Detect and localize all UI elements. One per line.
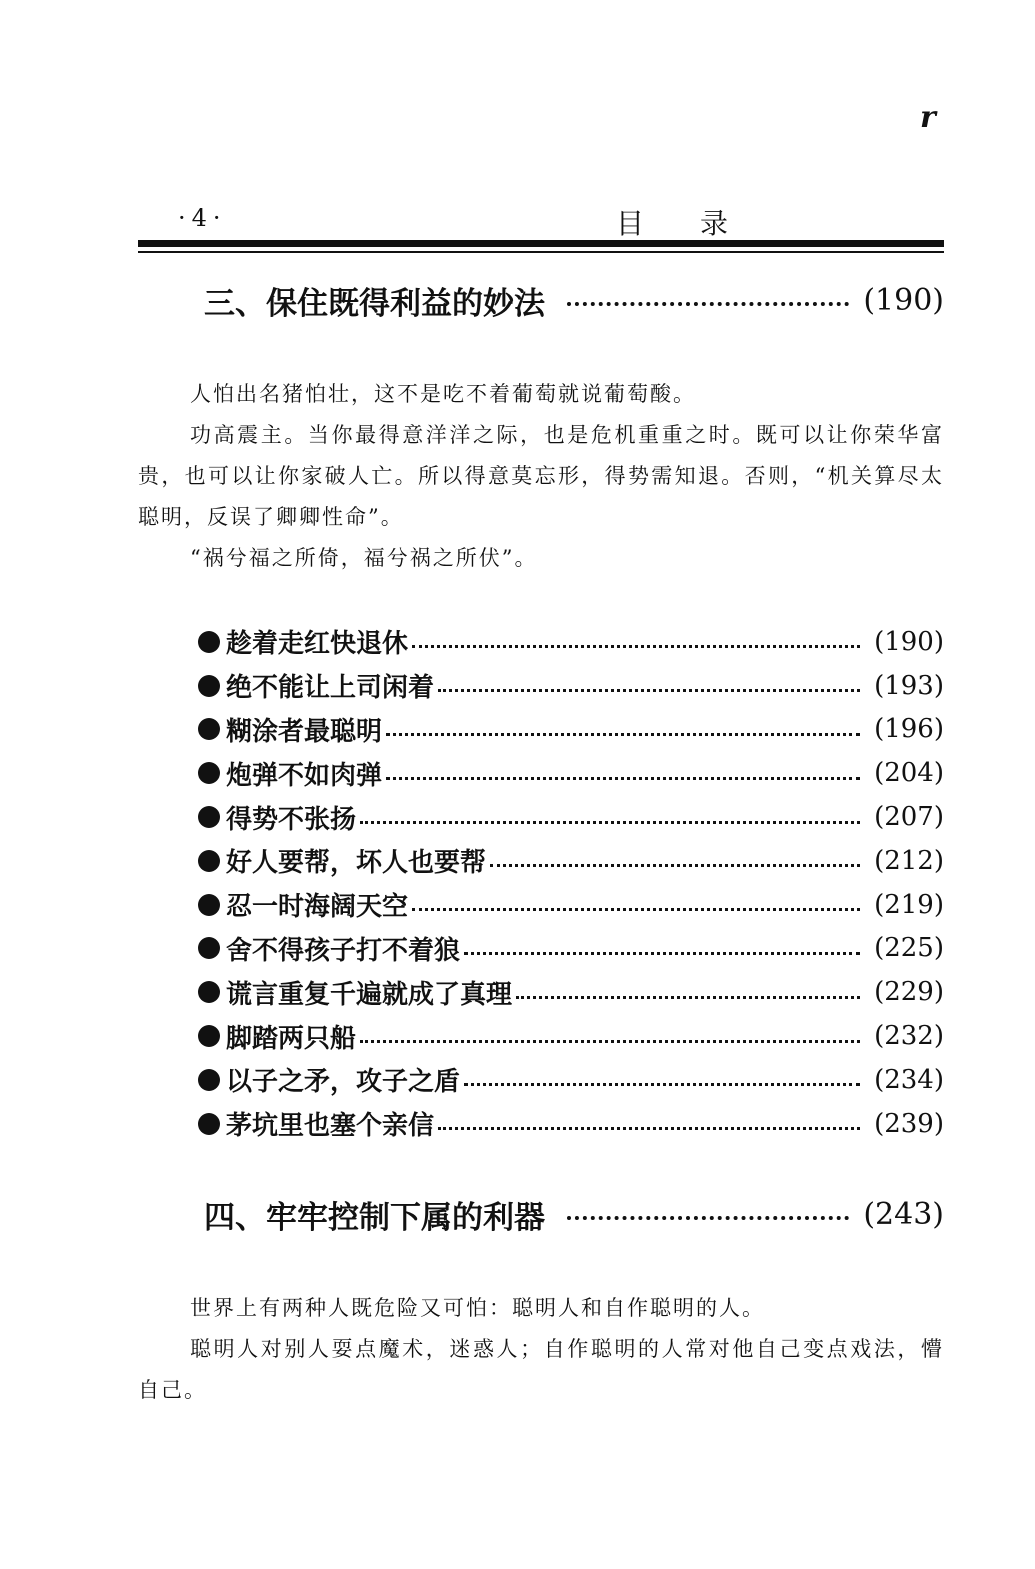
page-number: · 4 · <box>178 204 221 232</box>
intro-paragraph: 功高震主。当你最得意洋洋之际，也是危机重重之时。既可以让你荣华富贵，也可以让你家破人亡。所以得意莫忘形，得势需知退。否则，“机关算尽太聪明，反误了卿卿性命”。 <box>138 423 944 529</box>
dot-leader <box>438 689 860 692</box>
toc-entry[interactable] <box>198 839 944 883</box>
bullet-icon <box>198 806 220 828</box>
toc-entry[interactable] <box>198 927 944 971</box>
toc-entry-title: 炮弹不如肉弹 <box>226 760 383 791</box>
toc-entry-page: (212) <box>874 845 944 876</box>
section-3-toc <box>198 620 944 1146</box>
toc-entry-title: 脚踏两只船 <box>226 1023 357 1054</box>
page-number-value: 4 <box>191 204 207 232</box>
section-3-page: (190) <box>863 282 944 318</box>
toc-entry[interactable] <box>198 1058 944 1102</box>
dot-leader <box>464 952 860 955</box>
bullet-icon <box>198 1069 220 1091</box>
intro-paragraph: 人怕出名猪怕壮，这不是吃不着葡萄就说葡萄酸。 <box>190 382 696 406</box>
bullet-icon <box>198 894 220 916</box>
section-3-intro <box>138 374 944 579</box>
intro-paragraph: “祸兮福之所倚，福兮祸之所伏”。 <box>190 546 538 570</box>
toc-entry[interactable] <box>198 664 944 708</box>
dot-leader <box>360 1040 860 1043</box>
toc-entry[interactable] <box>198 708 944 752</box>
dot-leader <box>386 777 860 780</box>
dot-leader <box>490 864 860 867</box>
toc-entry[interactable] <box>198 795 944 839</box>
section-4-title: 四、牢牢控制下属的利器 <box>204 1199 545 1236</box>
bullet-icon <box>198 937 220 959</box>
toc-entry-page: (219) <box>874 889 944 920</box>
bullet-icon <box>198 981 220 1003</box>
dot-leader <box>567 302 849 306</box>
running-title: 目录 <box>616 207 785 240</box>
intro-paragraph: 世界上有两种人既危险又可怕：聪明人和自作聪明的人。 <box>190 1296 765 1320</box>
toc-entry-title: 绝不能让上司闲着 <box>226 673 435 704</box>
toc-entry-page: (193) <box>874 670 944 701</box>
dot-leader <box>360 821 860 824</box>
section-4-intro <box>138 1288 944 1411</box>
section-3-title: 三、保住既得利益的妙法 <box>204 285 545 322</box>
toc-entry-page: (204) <box>874 758 944 789</box>
toc-entry-title: 谎言重复千遍就成了真理 <box>226 979 513 1010</box>
section-3-heading[interactable] <box>204 278 944 322</box>
bullet-icon <box>198 1113 220 1135</box>
dot-leader <box>567 1216 849 1220</box>
intro-paragraph: 聪明人对别人耍点魔术，迷惑人；自作聪明的人常对他自己变点戏法，懵自己。 <box>138 1337 944 1402</box>
bullet-icon <box>198 631 220 653</box>
toc-entry[interactable] <box>198 620 944 664</box>
toc-entry-title: 趁着走红快退休 <box>226 629 409 660</box>
toc-entry-title: 舍不得孩子打不着狼 <box>226 935 461 966</box>
header-rule-thick <box>138 240 944 247</box>
bullet-icon <box>198 675 220 697</box>
toc-entry-title: 得势不张扬 <box>226 804 357 835</box>
toc-entry-title: 以子之矛，攻子之盾 <box>226 1067 461 1098</box>
section-4-page: (243) <box>863 1196 944 1232</box>
toc-entry-page: (190) <box>874 626 944 657</box>
dot-leader <box>464 1083 860 1086</box>
toc-entry[interactable] <box>198 1102 944 1146</box>
toc-entry-title: 忍一时海阔天空 <box>226 892 409 923</box>
toc-entry-page: (232) <box>874 1021 944 1052</box>
toc-entry[interactable] <box>198 1014 944 1058</box>
toc-entry-title: 好人要帮，坏人也要帮 <box>226 848 487 879</box>
corner-mark: r <box>920 100 936 135</box>
bullet-icon <box>198 718 220 740</box>
toc-entry-page: (234) <box>874 1064 944 1095</box>
toc-entry-page: (239) <box>874 1108 944 1139</box>
bullet-icon <box>198 850 220 872</box>
section-4-heading[interactable] <box>204 1192 944 1236</box>
dot-leader <box>516 996 860 999</box>
toc-entry-page: (196) <box>874 714 944 745</box>
toc-entry[interactable] <box>198 883 944 927</box>
toc-entry-page: (229) <box>874 977 944 1008</box>
dot-leader <box>412 645 860 648</box>
dot-leader <box>438 1127 860 1130</box>
header-rule-thin <box>138 251 944 253</box>
dot-leader <box>412 908 860 911</box>
toc-entry-title: 茅坑里也塞个亲信 <box>226 1111 435 1142</box>
bullet-icon <box>198 762 220 784</box>
toc-entry-page: (207) <box>874 802 944 833</box>
running-header <box>138 198 944 240</box>
toc-entry[interactable] <box>198 751 944 795</box>
toc-entry-page: (225) <box>874 933 944 964</box>
toc-entry[interactable] <box>198 970 944 1014</box>
bullet-icon <box>198 1025 220 1047</box>
toc-entry-title: 糊涂者最聪明 <box>226 716 383 747</box>
dot-leader <box>386 733 860 736</box>
